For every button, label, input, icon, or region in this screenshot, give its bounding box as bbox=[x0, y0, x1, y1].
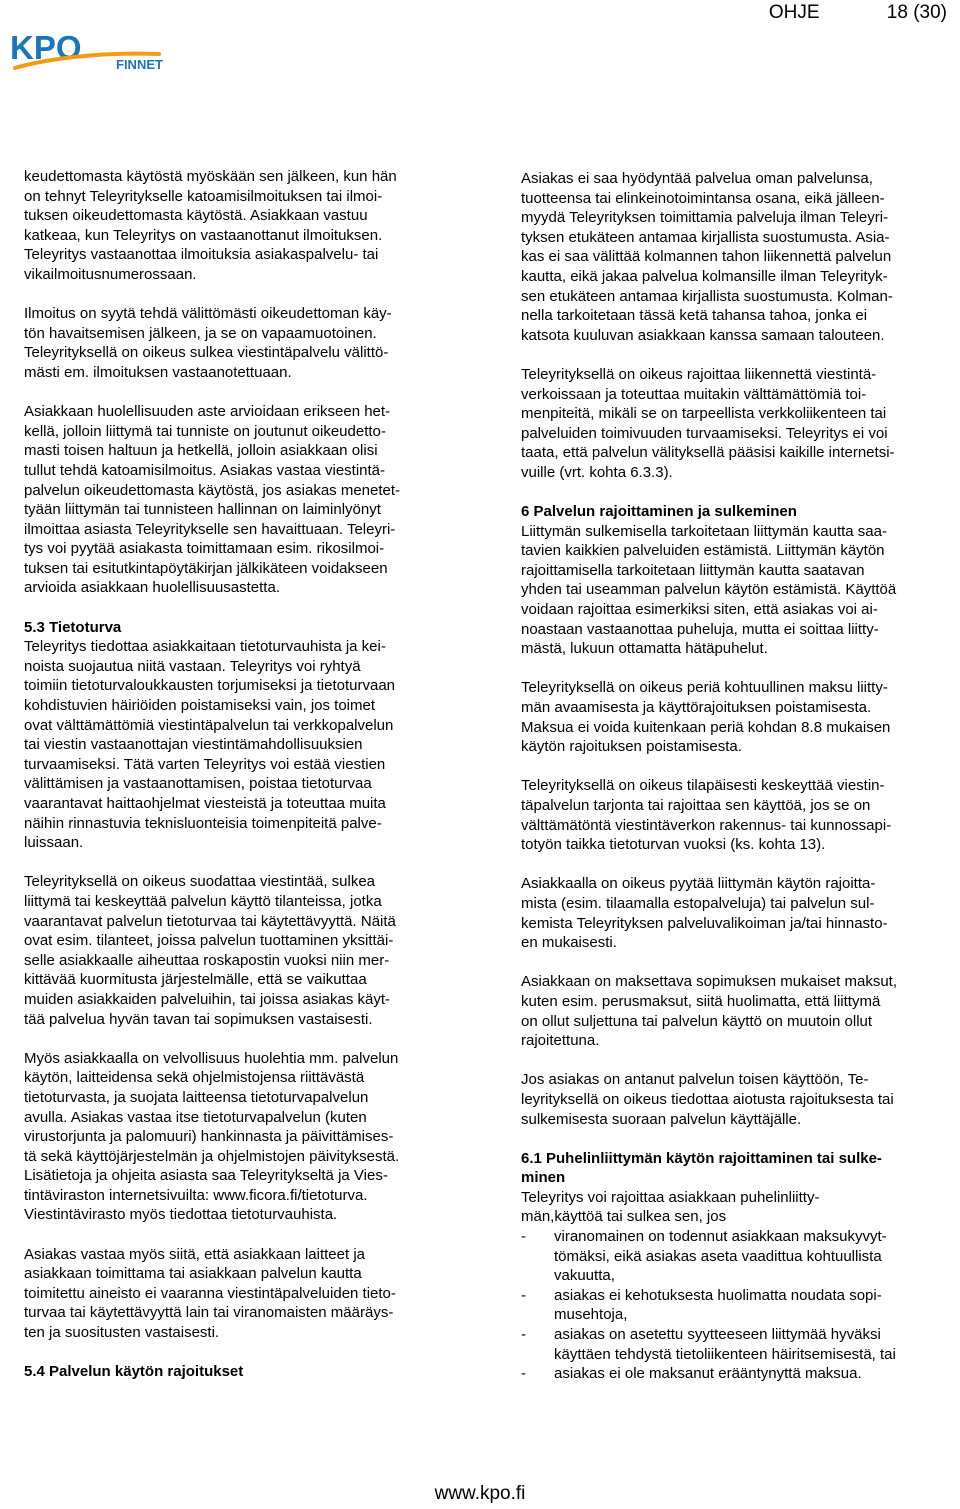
company-logo bbox=[9, 28, 189, 80]
list-item bbox=[521, 1227, 957, 1286]
right-paragraph-2: Teleyrityksellä on oikeus rajoittaa liikennettä viestintä- verkoissaan ja toteuttaa muitakin välttämättömiä toi- menpiteitä, mikäli se on tarpeellista verkkoliikenteen tai palveluiden toimivuuden turvaamiseksi. Teleyritys ei voi taata, että palvelun välityksellä pääsisi kaikille internetsi- vuille (vrt. kohta 6.3.3). bbox=[521, 365, 895, 481]
restriction-conditions-list bbox=[521, 1227, 957, 1384]
list-item bbox=[521, 1364, 957, 1384]
list-item-text: viranomainen on todennut asiakkaan maksukyvyt- tömäksi, eikä asiakas aseta vaadittua kohtuullista vakuutta, bbox=[554, 1228, 887, 1285]
list-item bbox=[521, 1325, 957, 1364]
logo-main-text: KPO bbox=[10, 29, 82, 66]
left-paragraph-5: Teleyrityksellä on oikeus suodattaa viestintää, sulkea liittymä tai keskeyttää palvelun käyttö tilanteissa, jotka vaarantavat palvelun tietoturvaa tai käytettävyyttä. Näitä ovat esim. tilanteet, joissa palvelun tuottaminen yksittäi- selle asiakkaalle aiheuttaa roskapostin vuoksi niin mer- kittävää kuormitusta järjestelmälle, että se vaikuttaa muiden asiakkaiden palveluihin, tai joissa asiakas käyt- tää palvelua hyvän tavan tai sopimuksen vastaisesti. bbox=[24, 873, 396, 1028]
right-paragraph-8: Jos asiakas on antanut palvelun toisen käyttöön, Te- leyrityksellä on oikeus tiedottaa aiotusta rajoituksesta tai sulkemisesta suoraan palvelun käyttäjälle. bbox=[521, 1071, 894, 1128]
section-heading-6-1: 6.1 Puhelinliittymän käytön rajoittaminen tai sulke- minen bbox=[521, 1149, 882, 1187]
left-paragraph-3: Asiakkaan huolellisuuden aste arvioidaan erikseen het- kellä, jolloin liittymä tai tunniste on joutunut oikeudetto- masti toisen haltuun ja hetkellä, jolloin asiakkaan olisi tullut tehdä katoamisilmoitus. Asiakas vastaa viestintä- palvelun oikeudettomasta käytöstä, jos asiakas menetet- tyään liittymän tai tunnisteen hallinnan on laiminlyönyt ilmoittaa asiasta Teleyritykselle sen havaittuaan. Teleyri- tys voi pyytää asiakasta toimittamaan esim. rikosilmoi- tuksen tai esitutkintapöytäkirjan jälkikäteen voidakseen arvioida asiakkaan huolellisuusastetta. bbox=[24, 403, 401, 597]
right-paragraph-9: Teleyritys voi rajoittaa asiakkaan puhelinliitty- män,käyttöä tai sulkea sen, jos bbox=[521, 1188, 820, 1226]
list-item bbox=[521, 1286, 957, 1325]
section-heading-6: 6 Palvelun rajoittaminen ja sulkeminen bbox=[521, 503, 797, 521]
right-paragraph-6: Asiakkaalla on oikeus pyytää liittymän käytön rajoitta- mista (esim. tilaamalla estopalveluja) tai palvelun sul- kemista Teleyrityksen palveluvalikoiman ja/tai hinnasto- en mukaisesti. bbox=[521, 875, 888, 952]
list-dash: - bbox=[521, 1326, 526, 1344]
left-paragraph-6: Myös asiakkaalla on velvollisuus huolehtia mm. palvelun käytön, laitteidensa sekä ohjelmistojensa riittävästä tietoturvasta, ja suojata laitteensa tietoturvapalvelun avulla. Asiakas vastaa itse tietoturvapalvelun (kuten virustorjunta ja palomuuri) hankinnasta ja päivittämises- tä sekä käyttöjärjestelmän ja ohjelmistojen päivityksestä. Lisätietoja ja ohjeita asiasta saa Teleyritykseltä ja Vies- tintäviraston internetsivuilta: www.ficora.fi/tietoturva. Viestintävirasto myös tiedottaa tietoturvauhista. bbox=[24, 1049, 400, 1224]
list-dash: - bbox=[521, 1228, 526, 1246]
left-paragraph-4: Teleyritys tiedottaa asiakkaitaan tietoturvauhista ja kei- noista suojautua niitä vastaan. Teleyritys voi ryhtyä toimiin tietoturvaloukkausten torjumiseksi ja tietoturvaan kohdistuvien häiriöiden poistamiseksi vain, jos toimet ovat välttämättömiä viestintäpalvelun tai verkkopalvelun tai viestin vastaanottajan viestintämahdollisuuksien turvaamiseksi. Tätä varten Teleyritys voi estää viestien välittämisen ja vastaanottamisen, poistaa tietoturvaa vaarantavat haittaohjelmat viesteistä ja toteuttaa muita näihin rinnastuvia teknisluonteisia toimenpiteitä palve- luissaan. bbox=[24, 638, 396, 852]
right-paragraph-1: Asiakas ei saa hyödyntää palvelua oman palvelunsa, tuotteensa tai elinkeinotoimintansa osana, eikä jälleen- myydä Teleyrityksen toimittamia palveluja ilman Teleyri- tyksen etukäteen antamaa kirjallista suostumusta. Asia- kas ei saa välittää kolmannen tahon liikennettä palvelun kautta, eikä jakaa palvelua kolmansille ilman Teleyrityk- sen etukäteen antamaa kirjallista suostumusta. Kolman- nella tarkoitetaan tässä ketä tahansa tahoa, jonka ei katsota kuuluvan asiakkaan kanssa samaan talouteen. bbox=[521, 170, 893, 344]
left-paragraph-1: keudettomasta käytöstä myöskään sen jälkeen, kun hän on tehnyt Teleyritykselle katoamisilmoituksen tai ilmoi- tuksen oikeudettomasta käytöstä. Asiakkaan vastuu katkeaa, kun Teleyritys on vastaanottanut ilmoituksen. Teleyritys vastaanottaa ilmoituksia asiakaspalvelu- tai vikailmoitusnumerossaan. bbox=[24, 168, 397, 283]
list-dash: - bbox=[521, 1286, 526, 1304]
right-paragraph-7: Asiakkaan on maksettava sopimuksen mukaiset maksut, kuten esim. perusmaksut, siitä huolimatta, että liittymä on ollut suljettuna tai palvelun käyttö on muutoin ollut rajoitettuna. bbox=[521, 973, 898, 1050]
kpo-finnet-logo-graphic bbox=[9, 28, 189, 80]
list-item-text: asiakas ei kehotuksesta huolimatta noudata sopi- musehtoja, bbox=[554, 1286, 882, 1324]
page-number: 18 (30) bbox=[886, 2, 947, 23]
right-paragraph-3: Liittymän sulkemisella tarkoitetaan liittymän kautta saa- tavien kaikkien palveluiden estämistä. Liittymän käytön rajoittamisella tarkoitetaan liittymän kautta saatavan yhden tai useamman palvelun käytön estämistä. Käyttöä voidaan rajoittaa esimerkiksi siten, että asiakas voi ai- noastaan vastaanottaa puheluja, mutta ei soittaa liitty- mästä, lukuun ottamatta hätäpuhelut. bbox=[521, 522, 897, 658]
list-item-text: asiakas ei ole maksanut erääntynyttä maksua. bbox=[554, 1365, 862, 1383]
section-heading-5-3: 5.3 Tietoturva bbox=[24, 618, 122, 636]
left-paragraph-7: Asiakas vastaa myös siitä, että asiakkaan laitteet ja asiakkaan toimittama tai asiakkaan palvelun kautta toimitettu aineisto ei vaaranna viestintäpalveluiden tieto- turvaa tai käytettävyyttä lain tai viranomaisten määräys- ten ja suositusten vastaisesti. bbox=[24, 1245, 396, 1342]
right-paragraph-5: Teleyrityksellä on oikeus tilapäisesti keskeyttää viestin- täpalvelun tarjonta tai rajoittaa sen käyttöä, jos se on välttämätöntä viestintäverkon rakennus- tai kunnossapi- totyön taikka tietoturvan vuoksi (ks. kohta 13). bbox=[521, 777, 892, 854]
right-column bbox=[521, 169, 957, 1384]
left-column bbox=[24, 169, 464, 1382]
page-header bbox=[769, 3, 947, 23]
right-paragraph-4: Teleyrityksellä on oikeus periä kohtuullinen maksu liitty- män avaamisesta ja käyttörajoituksen poistamisesta. Maksua ei voida kuitenkaan periä kohdan 8.8 mukaisen käytön rajoituksen poistamisesta. bbox=[521, 679, 891, 756]
footer-url: www.kpo.fi bbox=[434, 1483, 526, 1504]
left-paragraph-2: Ilmoitus on syytä tehdä välittömästi oikeudettoman käy- tön havaitsemisen jälkeen, ja se on vapaamuotoinen. Teleyrityksellä on oikeus sulkea viestintäpalvelu välittö- mästi em. ilmoituksen vastaanotettuaan. bbox=[24, 305, 392, 381]
list-item-text: asiakas on asetettu syytteeseen liittymää hyväksi käyttäen tehdystä tietoliikenteen häiritsemisestä, tai bbox=[554, 1326, 896, 1363]
page-footer bbox=[0, 1484, 960, 1504]
logo-sub-text: FINNET bbox=[116, 57, 163, 72]
list-dash: - bbox=[521, 1365, 526, 1383]
section-heading-5-4: 5.4 Palvelun käytön rajoitukset bbox=[24, 1363, 244, 1381]
document-type: OHJE bbox=[768, 2, 820, 23]
